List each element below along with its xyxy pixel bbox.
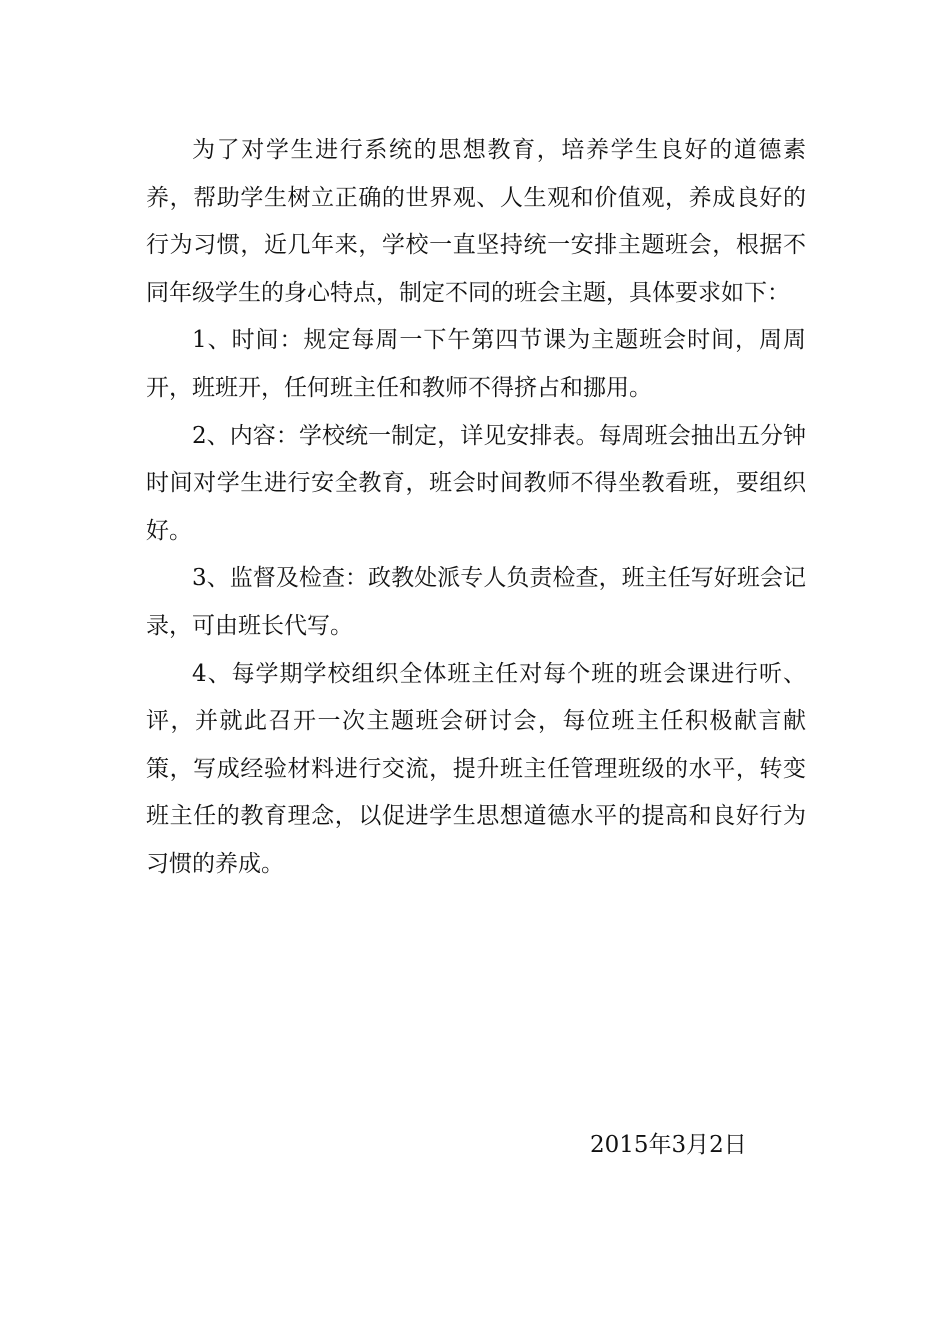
paragraph-evaluation: 4、每学期学校组织全体班主任对每个班的班会课进行听、评，并就此召开一次主题班会研讨会，每位班主任积极献言献策，写成经验材料进行交流，提升班主任管理班级的水平，转变班主任的教育理念，以促进学生思想道德水平的提高和良好行为习惯的养成。 <box>146 660 806 877</box>
document-body <box>146 127 806 889</box>
paragraph-time: 1、时间：规定每周一下午第四节课为主题班会时间，周周开，班班开，任何班主任和教师不得挤占和挪用。 <box>146 327 806 401</box>
paragraph-content: 2、内容：学校统一制定，详见安排表。每周班会抽出五分钟时间对学生进行安全教育，班会时间教师不得坐教看班，要组织好。 <box>146 422 806 544</box>
document-date: 2015年3月2日 <box>590 1132 747 1158</box>
paragraph-intro: 为了对学生进行系统的思想教育，培养学生良好的道德素养，帮助学生树立正确的世界观、人生观和价值观，养成良好的行为习惯，近几年来，学校一直坚持统一安排主题班会，根据不同年级学生的身心特点，制定不同的班会主题，具体要求如下： <box>146 137 806 306</box>
paragraph-supervision: 3、监督及检查：政教处派专人负责检查，班主任写好班会记录，可由班长代写。 <box>146 565 806 639</box>
